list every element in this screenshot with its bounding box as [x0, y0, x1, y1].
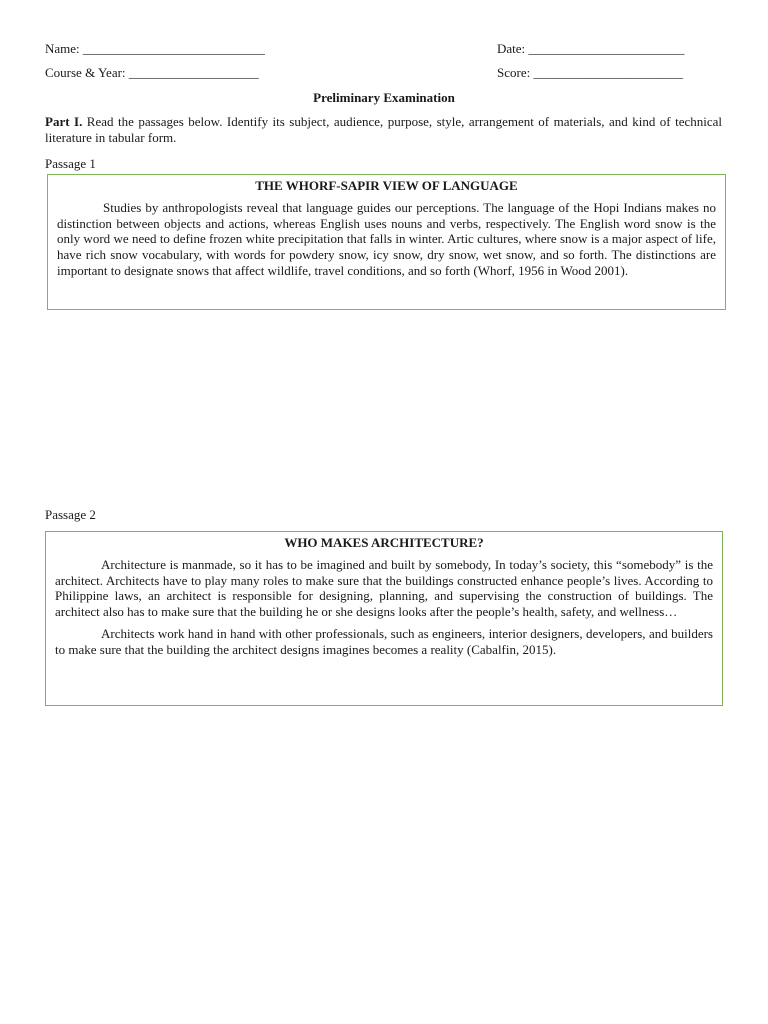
- passage-2-paragraph: Architects work hand in hand with other professionals, such as engineers, interior designers, developers, and builders to make sure that the building the architect designs imagines becomes a reality (Cabalfin, 2015).: [55, 625, 713, 657]
- date-blank[interactable]: ________________________: [528, 41, 685, 56]
- passage-1-label: Passage 1: [45, 156, 96, 171]
- course-year-blank[interactable]: ____________________: [128, 65, 259, 80]
- part-label: Part I.: [45, 114, 83, 129]
- passage-2-box: [45, 531, 723, 706]
- name-field: [45, 41, 265, 57]
- name-label: Name:: [45, 41, 80, 56]
- passage-2-paragraph: Architecture is manmade, so it has to be imagined and built by somebody, In today’s society, this “somebody” is the architect. Architects have to play many roles to make sure that the buildings constructed enhance people’s lives. According to Philippine laws, an architect is responsible for designing, planning, and supervising the construction of buildings. The architect also has to make sure that the building he or she designs looks after the people’s health, safety, and wellness…: [55, 557, 713, 620]
- date-label: Date:: [497, 41, 526, 56]
- score-blank[interactable]: _______________________: [533, 65, 683, 80]
- course-year-label: Course & Year:: [45, 65, 126, 80]
- passage-1-paragraph: Studies by anthropologists reveal that language guides our perceptions. The language of the Hopi Indians makes no distinction between objects and actions, whereas English uses nouns and verbs, respectively. The English word snow is the only word we need to define frozen white precipitation that falls in winter. Artic cultures, where snow is a major aspect of life, have rich snow vocabulary, with words for powdery snow, icy snow, dry snow, wet snow, and so forth. The distinctions are important to designate snows that affect wildlife, travel conditions, and so forth (Whorf, 1956 in Wood 2001).: [57, 200, 716, 278]
- passage-1-box: [47, 174, 726, 310]
- passage-2-title: WHO MAKES ARCHITECTURE?: [284, 535, 484, 550]
- instructions: [45, 114, 722, 146]
- instructions-text: Read the passages below. Identify its subject, audience, purpose, style, arrangement of materials, and kind of technical literature in tabular form.: [45, 114, 722, 145]
- score-label: Score:: [497, 65, 531, 80]
- score-field: [497, 65, 683, 81]
- passage-1-title: THE WHORF-SAPIR VIEW OF LANGUAGE: [255, 178, 518, 193]
- name-blank[interactable]: ____________________________: [82, 41, 265, 56]
- date-field: [497, 41, 684, 57]
- exam-title: Preliminary Examination: [313, 90, 455, 105]
- course-year-field: [45, 65, 259, 81]
- passage-2-label: Passage 2: [45, 507, 96, 522]
